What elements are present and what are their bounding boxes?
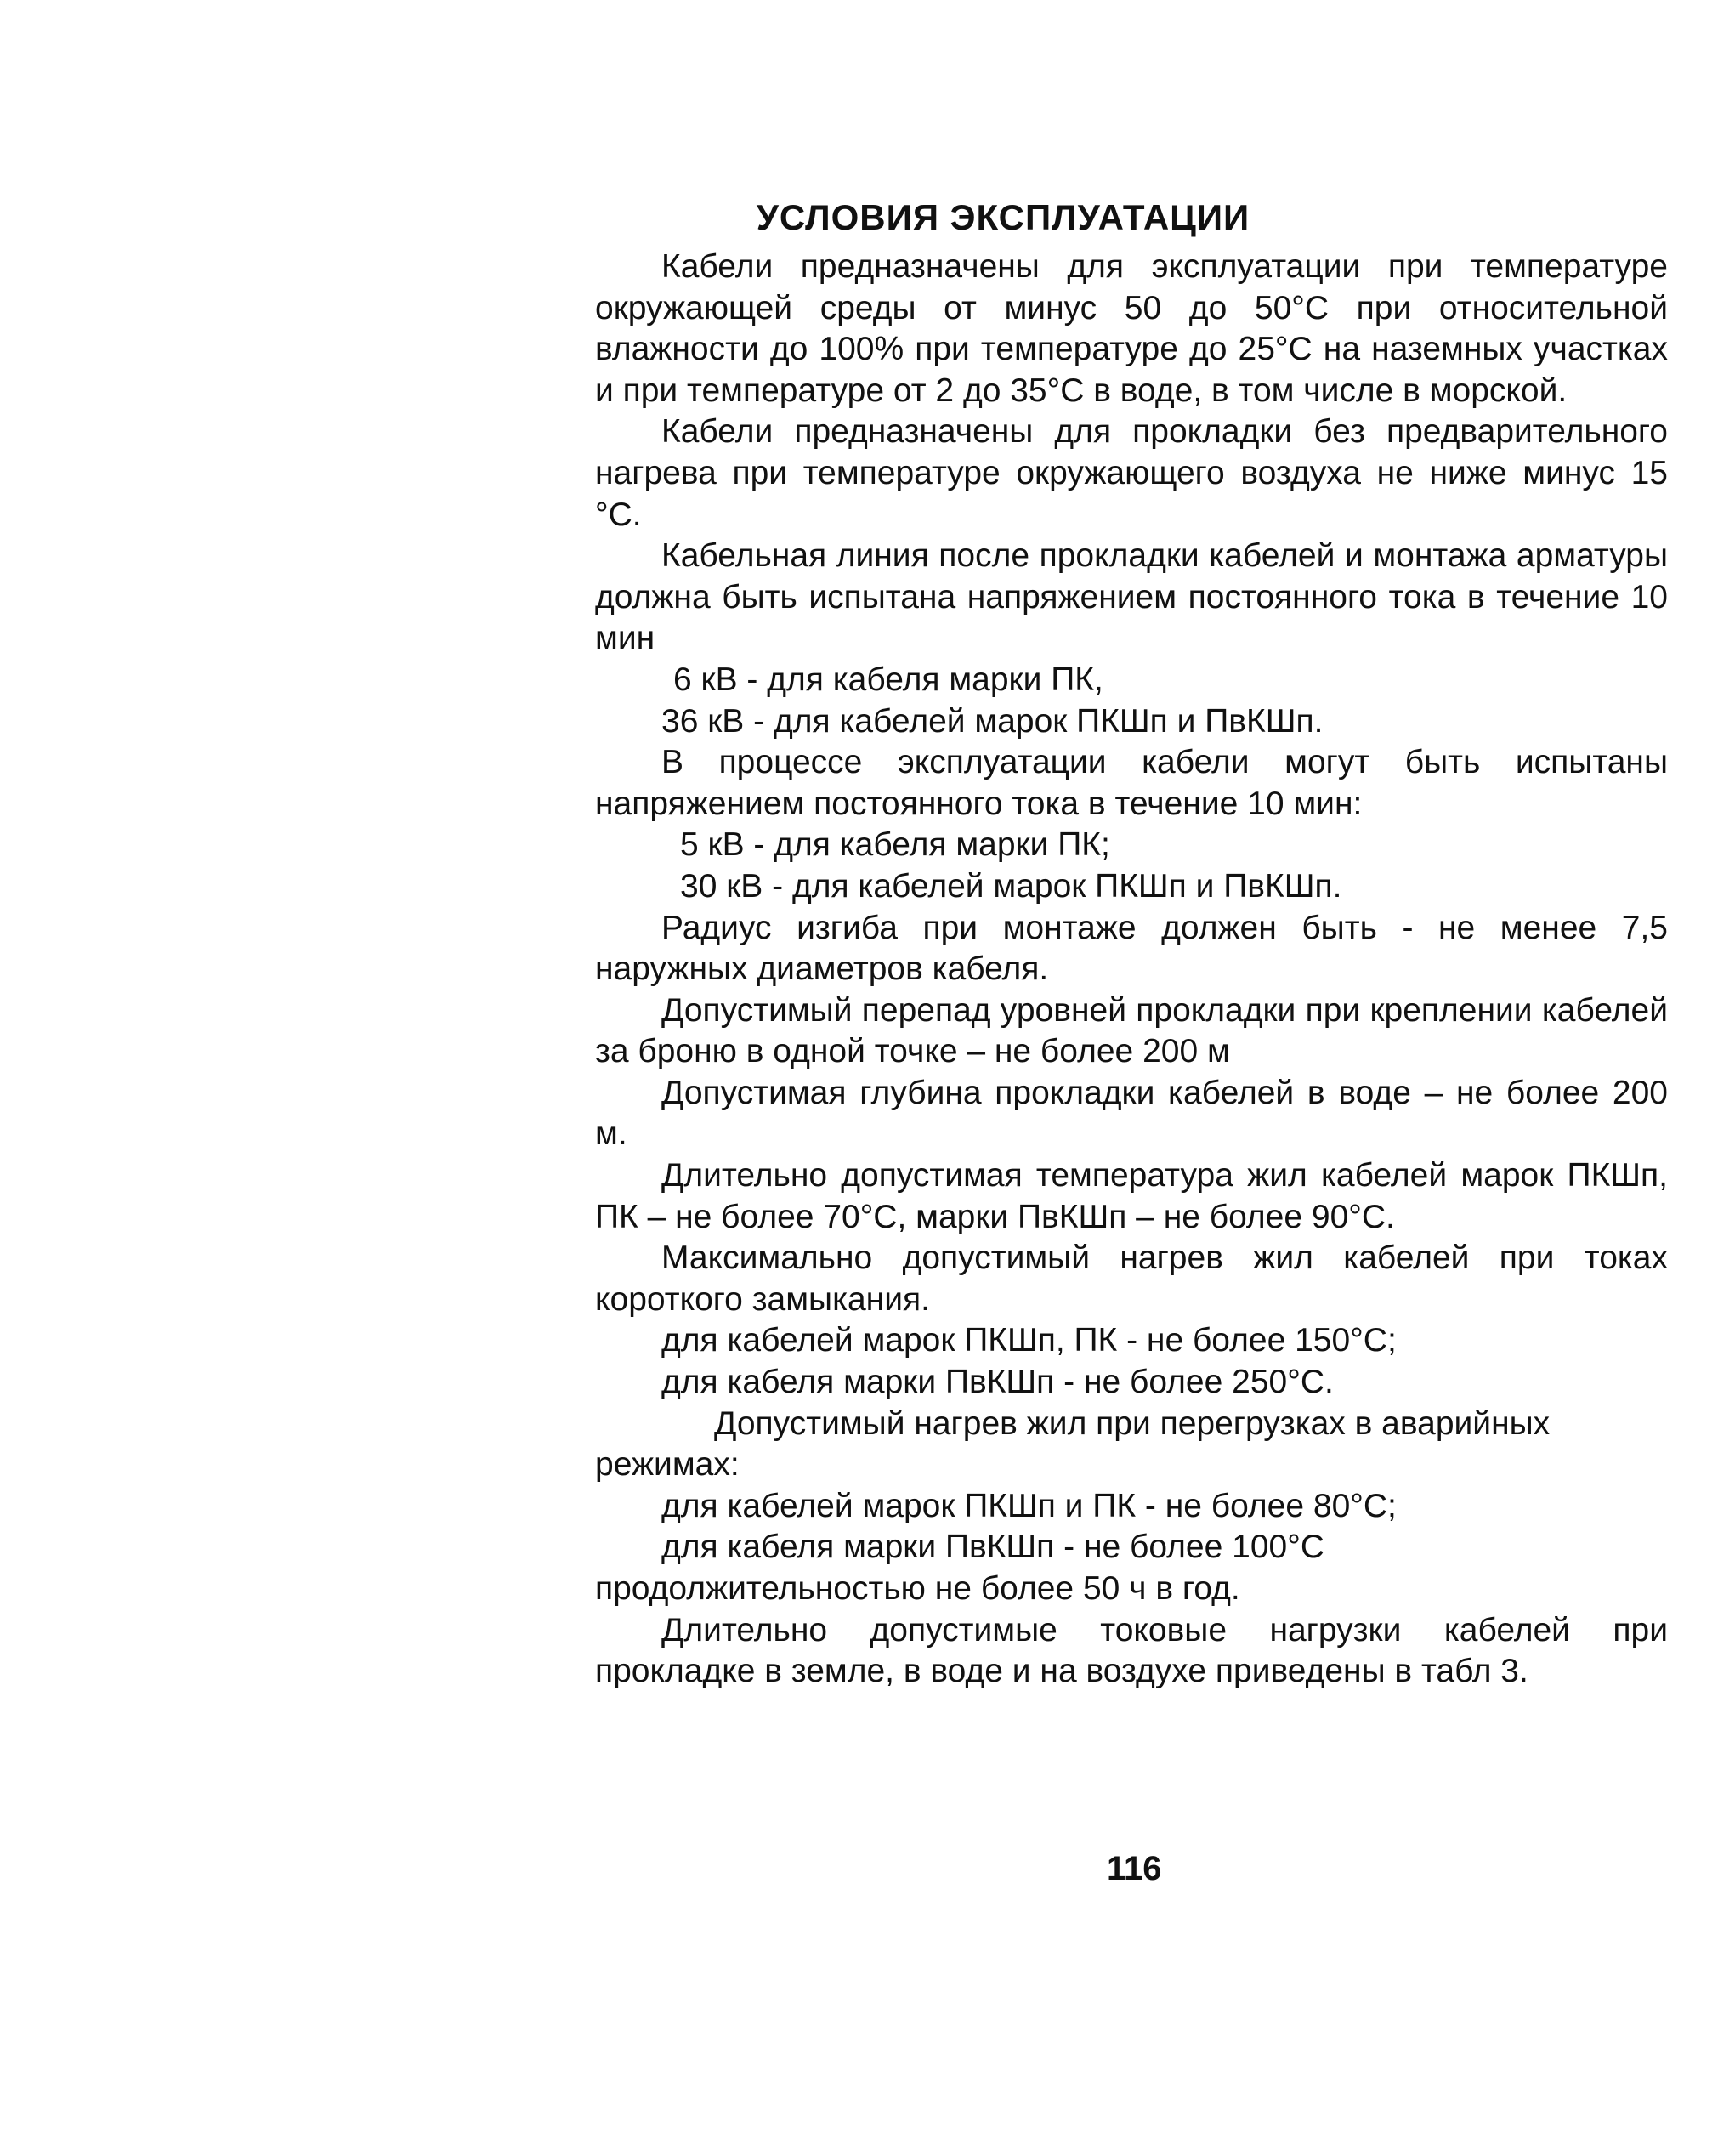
paragraph-overload: Допустимый нагрев жил при перегрузках в аварийных режимах: xyxy=(595,1404,1551,1484)
paragraph-bend-radius: Радиус изгиба при монтаже должен быть - не менее 7,5 наружных диаметров кабеля. xyxy=(595,909,1668,988)
paragraph-level-difference: Допустимый перепад уровней прокладки при креплении кабелей за броню в одной точке – не более 200 м xyxy=(595,991,1668,1070)
paragraph-water-depth: Допустимая глубина прокладки кабелей в воде – не более 200 м. xyxy=(595,1074,1668,1153)
test-voltage-pkshp-operation: 30 кВ - для кабелей марок ПКШп и ПвКШп. xyxy=(680,867,1342,905)
paragraph-current-loads: Длительно допустимые токовые нагрузки кабелей при прокладке в земле, в воде и на воздухе приведены в табл 3. xyxy=(595,1611,1668,1690)
test-voltage-pk-install: 6 кВ - для кабеля марки ПК, xyxy=(673,661,1103,698)
short-circuit-pvkshp: для кабеля марки ПвКШп - не более 250°С. xyxy=(661,1364,1334,1401)
paragraph-operating-conditions: Кабели предназначены для эксплуатации при температуре окружающей среды от минус 50 до 50°С при относительной влажности до 100% при температуре до 25°С на наземных участках и при температуре от 2 до 35°С в воде, в том числе в морской. xyxy=(595,248,1668,409)
paragraph-conductor-temperature: Длительно допустимая температура жил кабелей марок ПКШп, ПК – не более 70°С, марки ПвКШп – не более 90°С. xyxy=(595,1157,1668,1235)
paragraph-operation-test: В процессе эксплуатации кабели могут быть испытаны напряжением постоянного тока в течение 10 мин: xyxy=(595,744,1668,822)
test-voltage-pk-operation: 5 кВ - для кабеля марки ПК; xyxy=(680,826,1110,864)
test-voltage-pkshp-install: 36 кВ - для кабелей марок ПКШп и ПвКШп. xyxy=(661,702,1324,740)
section-title: УСЛОВИЯ ЭКСПЛУАТАЦИИ xyxy=(756,197,1250,237)
overload-pvkshp: для кабеля марки ПвКШп - не более 100°С xyxy=(661,1529,1324,1566)
overload-pkshp-pk: для кабелей марок ПКШп и ПК - не более 80°С; xyxy=(661,1487,1397,1524)
paragraph-short-circuit: Максимально допустимый нагрев жил кабелей при токах короткого замыкания. xyxy=(595,1240,1668,1318)
page-number: 116 xyxy=(1107,1850,1162,1887)
short-circuit-pkshp-pk: для кабелей марок ПКШп, ПК - не более 150°С; xyxy=(661,1322,1397,1359)
body-text xyxy=(595,247,1668,1693)
paragraph-laying-temperature: Кабели предназначены для прокладки без предварительного нагрева при температуре окружающего воздуха не ниже минус 15 °С. xyxy=(595,413,1668,533)
overload-duration: продолжительностью не более 50 ч в год. xyxy=(595,1570,1240,1607)
paragraph-line-test: Кабельная линия после прокладки кабелей и монтажа арматуры должна быть испытана напряжением постоянного тока в течение 10 мин xyxy=(595,537,1668,657)
